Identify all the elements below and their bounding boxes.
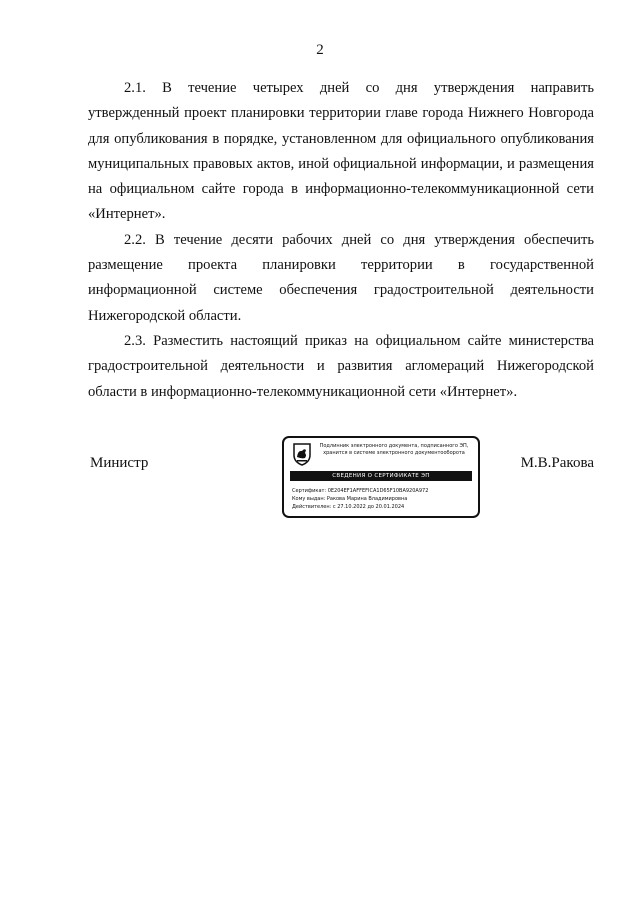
text-line: 2.3. Разместить настоящий приказ на официальном сайте министерства <box>124 332 594 349</box>
paragraph-2-2 <box>88 228 594 329</box>
text-line: 2.2. В течение десяти рабочих дней со дня утверждения обеспечить <box>124 231 594 248</box>
paragraph-2-3 <box>88 329 594 405</box>
stamp-note-line: Подлинник электронного документа, подписанного ЭП, <box>319 443 469 449</box>
stamp-note-line: хранится в системе электронного документооборота <box>323 450 465 456</box>
text-line: «Интернет». <box>88 206 166 223</box>
stamp-note <box>316 443 472 457</box>
certificate-info-band: СВЕДЕНИЯ О СЕРТИФИКАТЕ ЭП <box>290 471 472 481</box>
text-line: размещение проекта планировки территории в государственной <box>88 257 594 274</box>
certificate-owner: Кому выдан: Ракова Марина Владимировна <box>292 496 408 502</box>
certificate-number: Сертификат: 0E204EF1AFFEFICA1D65F10BA920A972 <box>292 488 429 494</box>
text-line: на официальном сайте города в информационно-телекоммуникационной сети <box>88 181 594 198</box>
signer-name: М.В.Ракова <box>520 455 594 471</box>
document-body <box>88 76 594 405</box>
signer-title: Министр <box>90 455 149 471</box>
text-line: Нижегородской области. <box>88 307 242 324</box>
certificate-details <box>292 487 428 511</box>
text-line: градостроительной деятельности и развития агломераций Нижегородской <box>88 358 594 375</box>
text-line: для опубликования в порядке, установленном для официального опубликования <box>88 130 594 147</box>
paragraph-2-1 <box>88 76 594 228</box>
text-line: муниципальных правовых актов, иной официальной информации, и размещения <box>88 155 594 172</box>
electronic-signature-stamp <box>282 436 480 518</box>
text-line: утвержденный проект планировки территории главе города Нижнего Новгорода <box>88 105 594 122</box>
text-line: информационной системе обеспечения градостроительной деятельности <box>88 282 594 299</box>
text-line: 2.1. В течение четырех дней со дня утверждения направить <box>124 80 594 96</box>
signature-block <box>0 436 640 516</box>
text-line: области в информационно-телекоммуникационной сети «Интернет». <box>88 383 518 400</box>
stamp-header <box>290 442 472 468</box>
certificate-validity: Действителен: с 27.10.2022 до 20.01.2024 <box>292 504 405 510</box>
page-number: 2 <box>316 42 324 58</box>
coat-of-arms-icon <box>292 442 312 466</box>
